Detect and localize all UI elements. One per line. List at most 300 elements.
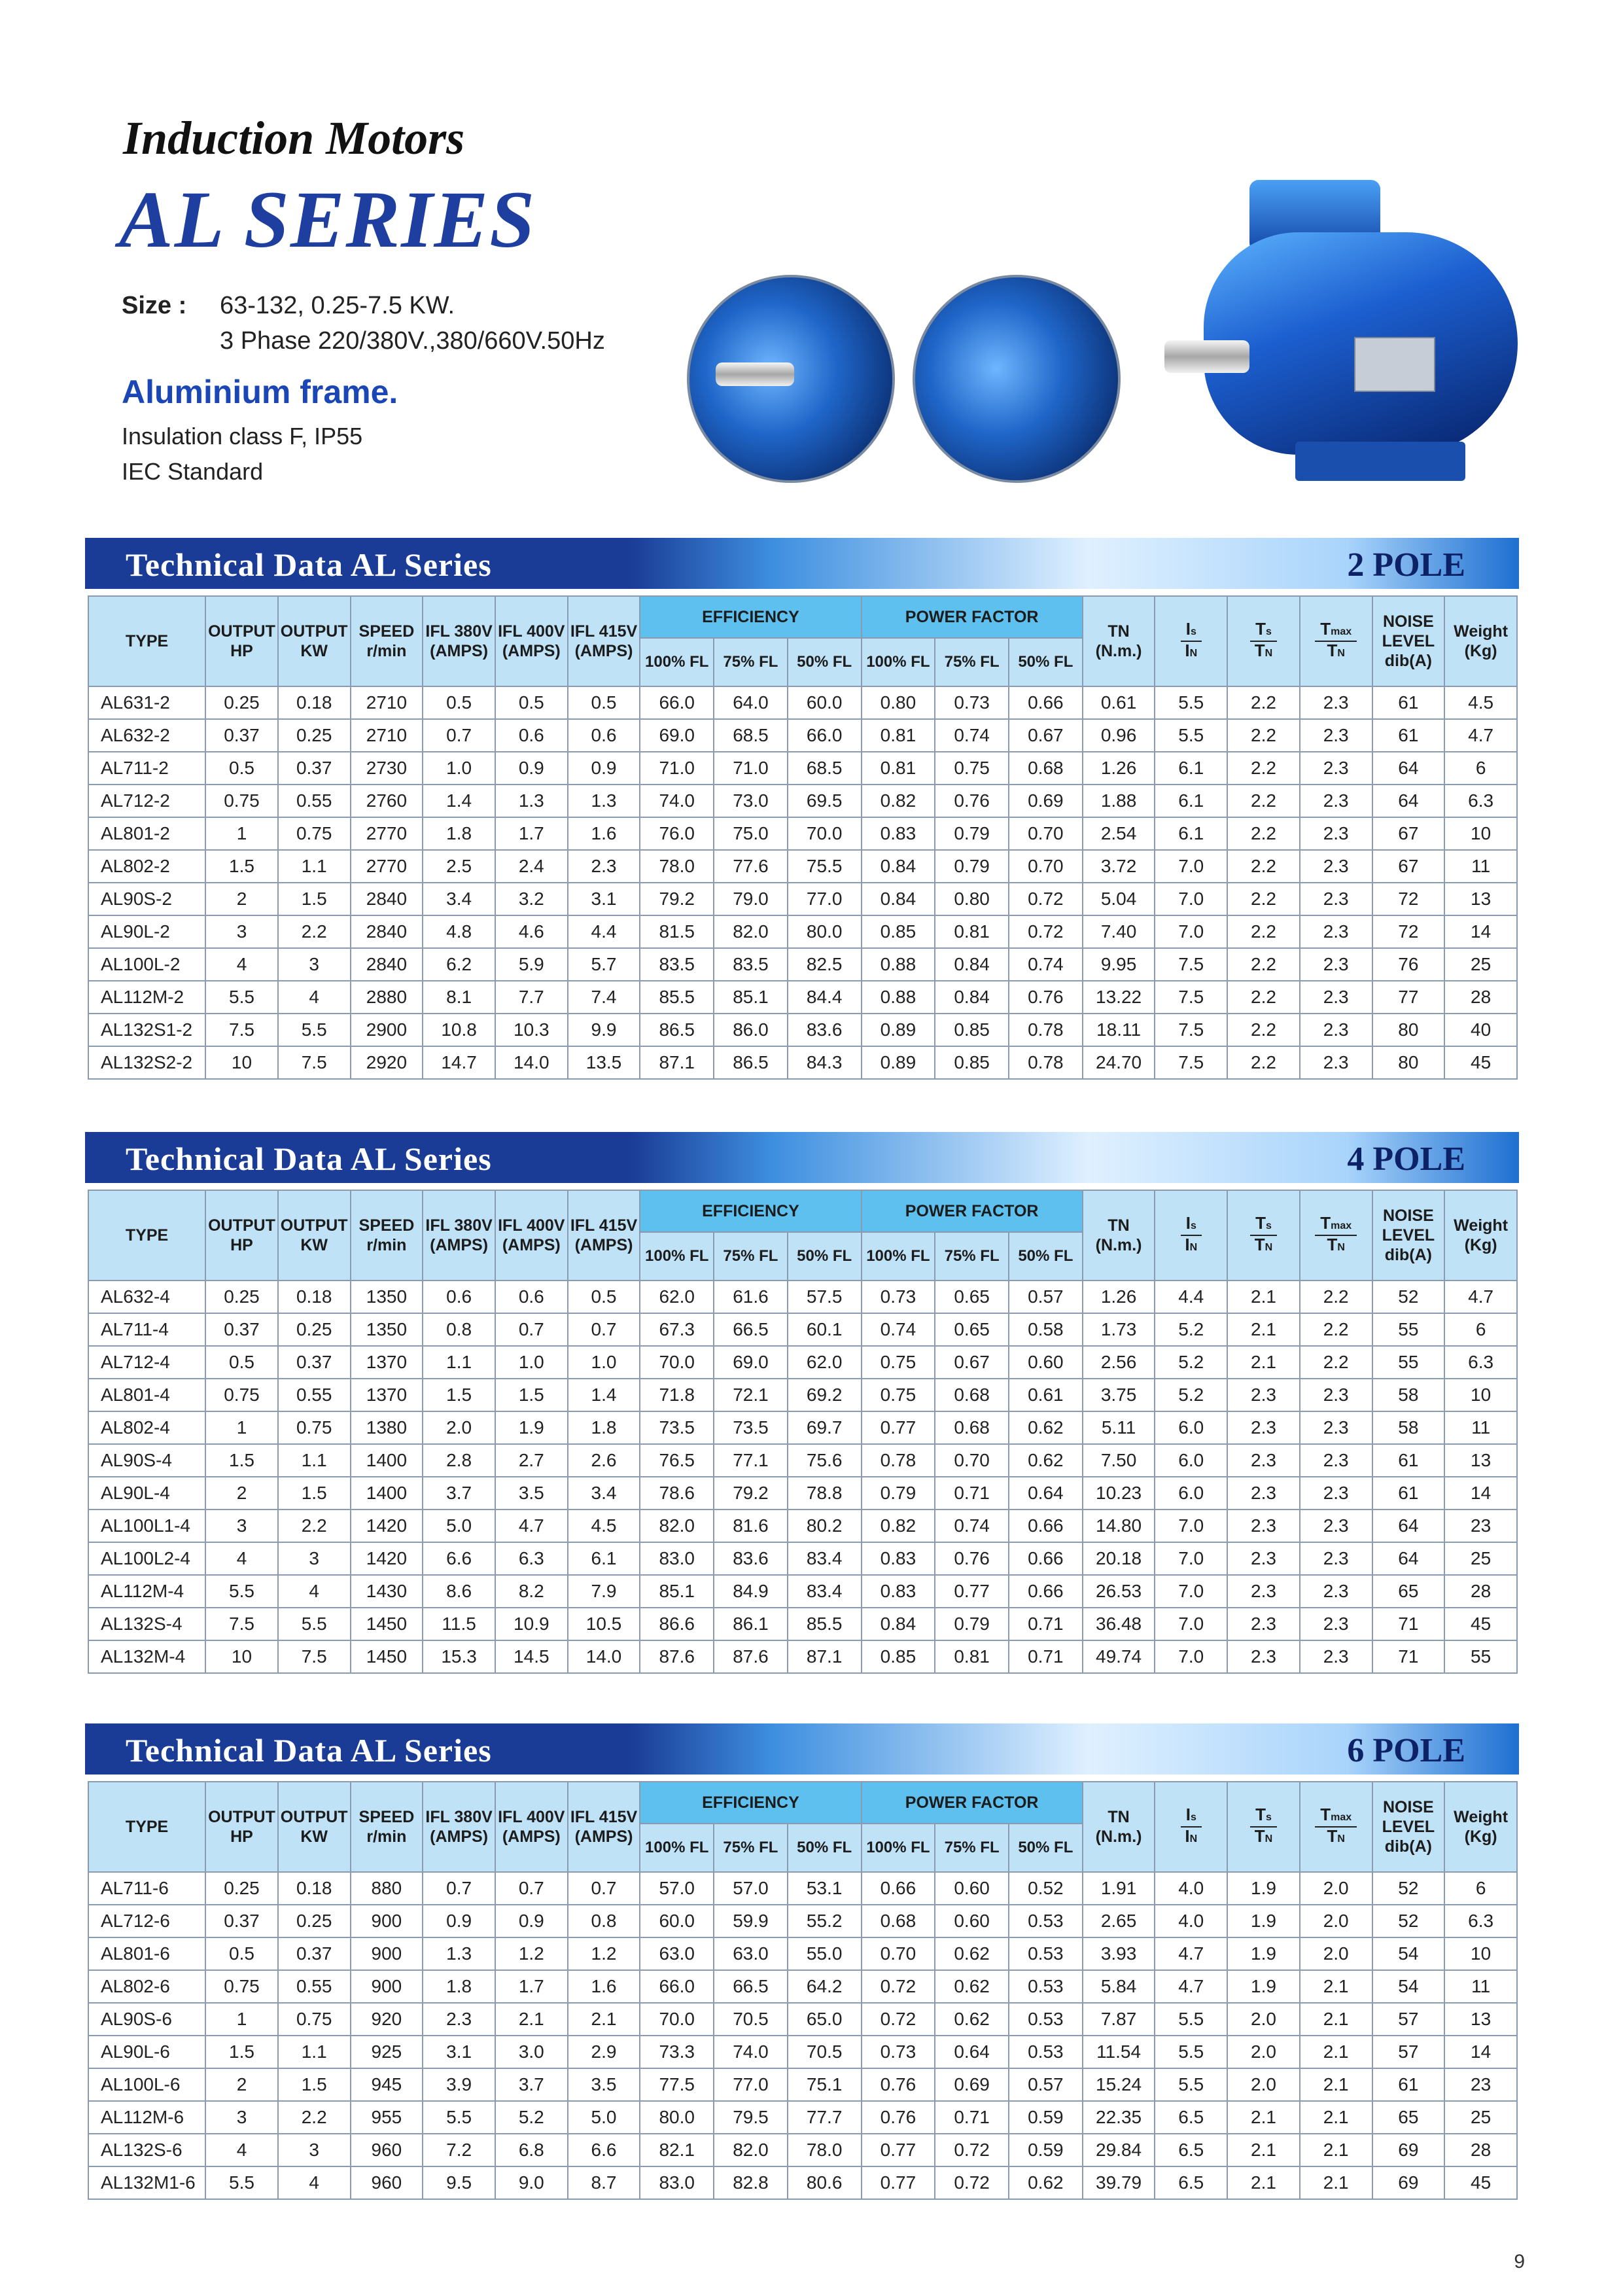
table-cell: 2.3 [1300, 850, 1372, 883]
table-cell: 0.81 [862, 719, 935, 752]
table-cell: 6.3 [1444, 785, 1517, 817]
table-cell: 0.5 [205, 1937, 278, 1970]
col-current-ratio-denominator [1181, 1828, 1202, 1848]
table-row [88, 1477, 1517, 1510]
table-cell: 7.5 [278, 1046, 351, 1079]
table-cell: 0.5 [423, 686, 495, 719]
table-cell: 0.83 [862, 1542, 935, 1575]
model-type-cell: AL112M-6 [88, 2101, 205, 2134]
table-cell: 57 [1372, 2036, 1445, 2068]
table-cell: 3.4 [423, 883, 495, 915]
table-cell: 6.1 [1155, 785, 1227, 817]
col-current-ratio-fraction [1181, 1806, 1202, 1848]
table-cell: 3 [205, 915, 278, 948]
table-cell: 79.2 [640, 883, 714, 915]
table-cell: 0.69 [935, 2068, 1009, 2101]
table-cell: 4.4 [568, 915, 640, 948]
table-cell: 1.26 [1083, 1280, 1155, 1313]
table-cell: 1.91 [1083, 1872, 1155, 1905]
col-current-ratio-den-letter: I [1185, 1235, 1190, 1254]
table-cell: 0.62 [935, 1970, 1009, 2003]
col-starting-torque-ratio-den-sub: N [1265, 1242, 1273, 1253]
title-al-series: AL SERIES [119, 175, 536, 264]
table-cell: 1.8 [423, 817, 495, 850]
table-cell: 0.78 [1009, 1014, 1083, 1046]
table-cell: 2.2 [1227, 850, 1300, 883]
table-row [88, 883, 1517, 915]
table-cell: 0.78 [862, 1444, 935, 1477]
table-cell: 4.6 [495, 915, 568, 948]
table-cell: 69 [1372, 2166, 1445, 2199]
table-row [88, 1444, 1517, 1477]
col-pf-100: 100% FL [862, 1824, 935, 1872]
col-ifl-415: IFL 415V (AMPS) [568, 1782, 640, 1872]
col-starting-torque-ratio-den-letter: T [1254, 1235, 1265, 1254]
table-cell: 6.5 [1155, 2101, 1227, 2134]
col-starting-torque-ratio-denominator [1250, 642, 1277, 662]
table-cell: 1.9 [1227, 1872, 1300, 1905]
table-cell: 70.5 [788, 2036, 862, 2068]
table-row [88, 1379, 1517, 1411]
table-cell: 2.2 [1300, 1313, 1372, 1346]
table-cell: 0.37 [278, 752, 351, 785]
table-cell: 77.0 [788, 883, 862, 915]
table-row [88, 1046, 1517, 1079]
section-band-2-pole [85, 538, 1519, 589]
table-cell: 0.53 [1009, 2036, 1083, 2068]
spec-table-4-pole [88, 1190, 1518, 1674]
table-row [88, 981, 1517, 1014]
table-cell: 5.11 [1083, 1411, 1155, 1444]
rated-torque-unit: (N.m.) [1095, 1828, 1142, 1846]
table-cell: 1.9 [1227, 1937, 1300, 1970]
col-current-ratio-den-sub: N [1189, 1833, 1198, 1845]
table-cell: 2.4 [495, 850, 568, 883]
table-cell: 68.5 [714, 719, 788, 752]
table-cell: 5.2 [1155, 1379, 1227, 1411]
table-cell: 2840 [351, 915, 423, 948]
table-cell: 67.3 [640, 1313, 714, 1346]
table-cell: 2.3 [1300, 915, 1372, 948]
table-cell: 1.5 [278, 1477, 351, 1510]
model-type-cell: AL802-4 [88, 1411, 205, 1444]
table-cell: 0.7 [495, 1872, 568, 1905]
table-cell: 0.8 [423, 1313, 495, 1346]
col-type: TYPE [88, 596, 205, 686]
table-cell: 25 [1444, 1542, 1517, 1575]
rated-torque-sub: N [1117, 1808, 1130, 1826]
table-cell: 72 [1372, 883, 1445, 915]
table-cell: 10.9 [495, 1608, 568, 1640]
model-type-cell: AL801-2 [88, 817, 205, 850]
table-cell: 6.5 [1155, 2134, 1227, 2166]
table-cell: 7.5 [1155, 981, 1227, 1014]
col-starting-torque-ratio-num-letter: T [1255, 619, 1266, 639]
table-cell: 0.25 [205, 1280, 278, 1313]
table-cell: 3 [205, 1510, 278, 1542]
table-cell: 0.70 [935, 1444, 1009, 1477]
table-cell: 69 [1372, 2134, 1445, 2166]
table-row [88, 948, 1517, 981]
table-cell: 1400 [351, 1444, 423, 1477]
table-cell: 5.5 [205, 2166, 278, 2199]
col-eff-50: 50% FL [788, 1232, 862, 1280]
table-cell: 75.5 [788, 850, 862, 883]
col-output-hp: OUTPUT HP [205, 1782, 278, 1872]
table-cell: 82.1 [640, 2134, 714, 2166]
table-cell: 82.0 [714, 2134, 788, 2166]
table-cell: 79.0 [714, 883, 788, 915]
table-cell: 6.0 [1155, 1444, 1227, 1477]
table-cell: 11.5 [423, 1608, 495, 1640]
table-cell: 3 [278, 948, 351, 981]
table-cell: 2880 [351, 981, 423, 1014]
table-cell: 7.0 [1155, 883, 1227, 915]
table-cell: 1430 [351, 1575, 423, 1608]
table-cell: 15.3 [423, 1640, 495, 1673]
col-max-torque-ratio-num-sub: max [1331, 626, 1352, 637]
table-cell: 0.74 [862, 1313, 935, 1346]
table-cell: 0.89 [862, 1046, 935, 1079]
table-cell: 2.3 [1227, 1510, 1300, 1542]
table-cell: 2.3 [568, 850, 640, 883]
table-cell: 0.72 [1009, 915, 1083, 948]
table-cell: 20.18 [1083, 1542, 1155, 1575]
table-cell: 9.5 [423, 2166, 495, 2199]
table-cell: 2.3 [1300, 1542, 1372, 1575]
model-type-cell: AL712-4 [88, 1346, 205, 1379]
table-cell: 2.7 [495, 1444, 568, 1477]
col-starting-torque-ratio-numerator [1250, 620, 1277, 642]
col-speed: SPEED r/min [351, 596, 423, 686]
table-cell: 4 [278, 1575, 351, 1608]
model-type-cell: AL112M-4 [88, 1575, 205, 1608]
table-cell: 1.9 [1227, 1905, 1300, 1937]
table-cell: 0.18 [278, 686, 351, 719]
table-cell: 60.0 [640, 1905, 714, 1937]
col-current-ratio-num-sub: s [1190, 1812, 1196, 1823]
table-cell: 2.1 [1300, 2036, 1372, 2068]
table-cell: 0.53 [1009, 1905, 1083, 1937]
table-cell: 1.2 [568, 1937, 640, 1970]
table-cell: 0.60 [935, 1905, 1009, 1937]
col-starting-torque-ratio-numerator [1250, 1214, 1277, 1236]
table-cell: 2.3 [1227, 1444, 1300, 1477]
table-row [88, 1608, 1517, 1640]
table-cell: 10.3 [495, 1014, 568, 1046]
table-cell: 3.4 [568, 1477, 640, 1510]
table-cell: 2710 [351, 719, 423, 752]
table-cell: 0.61 [1009, 1379, 1083, 1411]
table-cell: 1350 [351, 1313, 423, 1346]
table-cell: 0.85 [935, 1014, 1009, 1046]
table-cell: 83.5 [640, 948, 714, 981]
table-cell: 10 [1444, 1379, 1517, 1411]
table-cell: 960 [351, 2166, 423, 2199]
table-cell: 0.85 [862, 915, 935, 948]
col-noise-level: NOISE LEVEL dib(A) [1372, 596, 1445, 686]
table-cell: 0.67 [935, 1346, 1009, 1379]
table-cell: 0.7 [423, 1872, 495, 1905]
table-cell: 55.0 [788, 1937, 862, 1970]
table-cell: 68.5 [788, 752, 862, 785]
col-weight: Weight (Kg) [1444, 596, 1517, 686]
table-cell: 0.75 [278, 817, 351, 850]
table-cell: 2.2 [1227, 817, 1300, 850]
table-cell: 3 [205, 2101, 278, 2134]
table-cell: 2.54 [1083, 817, 1155, 850]
table-cell: 0.64 [935, 2036, 1009, 2068]
table-cell: 1.3 [423, 1937, 495, 1970]
table-cell: 6.6 [423, 1542, 495, 1575]
table-row [88, 1970, 1517, 2003]
table-cell: 0.68 [862, 1905, 935, 1937]
table-cell: 85.1 [640, 1575, 714, 1608]
table-cell: 11 [1444, 1970, 1517, 2003]
table-cell: 880 [351, 1872, 423, 1905]
table-cell: 0.82 [862, 1510, 935, 1542]
table-cell: 0.76 [862, 2101, 935, 2134]
table-cell: 1.88 [1083, 785, 1155, 817]
table-cell: 70.0 [788, 817, 862, 850]
table-cell: 0.69 [1009, 785, 1083, 817]
table-cell: 9.0 [495, 2166, 568, 2199]
section-title: Technical Data AL Series [126, 1140, 492, 1177]
col-efficiency: EFFICIENCY [640, 596, 861, 638]
table-cell: 2.3 [1300, 1379, 1372, 1411]
table-cell: 1.8 [423, 1970, 495, 2003]
table-cell: 66.5 [714, 1970, 788, 2003]
table-row [88, 1280, 1517, 1313]
table-cell: 18.11 [1083, 1014, 1155, 1046]
rated-torque-letter: T [1108, 622, 1118, 641]
table-cell: 69.0 [640, 719, 714, 752]
table-cell: 63.0 [640, 1937, 714, 1970]
col-starting-torque-ratio-num-sub: s [1265, 1220, 1272, 1231]
table-cell: 10.5 [568, 1608, 640, 1640]
table-cell: 0.79 [935, 850, 1009, 883]
table-cell: 2.3 [1300, 1510, 1372, 1542]
table-cell: 0.9 [423, 1905, 495, 1937]
table-cell: 0.53 [1009, 2003, 1083, 2036]
table-cell: 0.71 [1009, 1608, 1083, 1640]
col-pf-50: 50% FL [1009, 638, 1083, 686]
table-cell: 0.74 [935, 719, 1009, 752]
table-cell: 79.5 [714, 2101, 788, 2134]
rated-torque-unit: (N.m.) [1095, 1236, 1142, 1254]
col-current-ratio-den-letter: I [1185, 1826, 1190, 1846]
table-cell: 64 [1372, 1510, 1445, 1542]
table-cell: 0.89 [862, 1014, 935, 1046]
model-type-cell: AL711-2 [88, 752, 205, 785]
table-cell: 55 [1372, 1313, 1445, 1346]
table-cell: 2 [205, 883, 278, 915]
table-cell: 7.0 [1155, 1575, 1227, 1608]
col-max-torque-ratio-denominator [1315, 1236, 1357, 1256]
table-row [88, 2068, 1517, 2101]
table-cell: 0.62 [1009, 1444, 1083, 1477]
table-cell: 77.5 [640, 2068, 714, 2101]
table-cell: 82.0 [640, 1510, 714, 1542]
section-pole: 4 POLE [1347, 1140, 1465, 1178]
table-cell: 2.3 [1300, 883, 1372, 915]
table-cell: 7.50 [1083, 1444, 1155, 1477]
table-cell: 0.68 [935, 1411, 1009, 1444]
table-cell: 0.84 [862, 883, 935, 915]
table-cell: 26.53 [1083, 1575, 1155, 1608]
table-cell: 85.5 [788, 1608, 862, 1640]
table-cell: 2.3 [1227, 1411, 1300, 1444]
col-current-ratio-den-letter: I [1185, 641, 1190, 660]
col-max-torque-ratio-num-letter: T [1320, 619, 1331, 639]
table-cell: 4.7 [1444, 719, 1517, 752]
table-cell: 0.66 [1009, 1510, 1083, 1542]
table-cell: 86.5 [714, 1046, 788, 1079]
table-cell: 7.5 [1155, 948, 1227, 981]
table-cell: 2.2 [1227, 883, 1300, 915]
table-cell: 0.73 [935, 686, 1009, 719]
table-cell: 0.37 [278, 1937, 351, 1970]
table-cell: 2.3 [1300, 785, 1372, 817]
table-cell: 2.2 [1227, 686, 1300, 719]
table-cell: 10 [1444, 1937, 1517, 1970]
table-cell: 53.1 [788, 1872, 862, 1905]
table-cell: 0.57 [1009, 2068, 1083, 2101]
table-cell: 0.62 [1009, 1411, 1083, 1444]
table-cell: 0.83 [862, 817, 935, 850]
table-cell: 14.0 [495, 1046, 568, 1079]
table-cell: 0.66 [1009, 1575, 1083, 1608]
table-cell: 73.0 [714, 785, 788, 817]
table-cell: 0.79 [935, 1608, 1009, 1640]
table-cell: 87.1 [788, 1640, 862, 1673]
col-starting-torque-ratio [1227, 1782, 1300, 1872]
table-cell: 80 [1372, 1046, 1445, 1079]
table-cell: 0.25 [278, 719, 351, 752]
col-ifl-400: IFL 400V (AMPS) [495, 596, 568, 686]
table-cell: 1370 [351, 1379, 423, 1411]
model-type-cell: AL90L-4 [88, 1477, 205, 1510]
table-cell: 2.6 [568, 1444, 640, 1477]
table-cell: 65.0 [788, 2003, 862, 2036]
table-cell: 0.64 [1009, 1477, 1083, 1510]
table-cell: 2.3 [1227, 1640, 1300, 1673]
model-type-cell: AL632-4 [88, 1280, 205, 1313]
col-pf-75: 75% FL [935, 638, 1009, 686]
table-cell: 4.0 [1155, 1905, 1227, 1937]
table-cell: 5.5 [205, 1575, 278, 1608]
table-cell: 7.9 [568, 1575, 640, 1608]
table-cell: 1.2 [495, 1937, 568, 1970]
col-current-ratio-denominator [1181, 642, 1202, 662]
table-cell: 85.5 [640, 981, 714, 1014]
motor-shaft [1164, 340, 1249, 373]
table-cell: 83.0 [640, 2166, 714, 2199]
table-cell: 1350 [351, 1280, 423, 1313]
table-cell: 80 [1372, 1014, 1445, 1046]
table-cell: 81.5 [640, 915, 714, 948]
table-cell: 66.0 [640, 686, 714, 719]
table-row [88, 1937, 1517, 1970]
table-cell: 0.62 [935, 2003, 1009, 2036]
table-cell: 2.3 [1300, 1014, 1372, 1046]
table-cell: 6.3 [495, 1542, 568, 1575]
table-cell: 0.76 [935, 785, 1009, 817]
table-cell: 6.0 [1155, 1477, 1227, 1510]
table-row [88, 817, 1517, 850]
size-line-2: 3 Phase 220/380V.,380/660V.50Hz [220, 327, 605, 355]
model-type-cell: AL631-2 [88, 686, 205, 719]
table-cell: 2.3 [1300, 1444, 1372, 1477]
table-cell: 0.76 [862, 2068, 935, 2101]
section-pole: 2 POLE [1347, 546, 1465, 584]
table-cell: 5.0 [423, 1510, 495, 1542]
table-cell: 84.4 [788, 981, 862, 1014]
motor-body-photo [1164, 173, 1544, 501]
col-max-torque-ratio-fraction [1315, 1806, 1357, 1848]
table-cell: 0.5 [568, 686, 640, 719]
table-cell: 0.71 [935, 1477, 1009, 1510]
table-cell: 86.0 [714, 1014, 788, 1046]
table-cell: 2.3 [1300, 752, 1372, 785]
table-cell: 45 [1444, 1608, 1517, 1640]
table-cell: 86.1 [714, 1608, 788, 1640]
table-cell: 3.5 [568, 2068, 640, 2101]
table-cell: 75.0 [714, 817, 788, 850]
table-cell: 1.1 [278, 1444, 351, 1477]
model-type-cell: AL132M1-6 [88, 2166, 205, 2199]
col-starting-torque-ratio-den-sub: N [1265, 1833, 1273, 1845]
table-cell: 0.25 [278, 1313, 351, 1346]
table-cell: 9.95 [1083, 948, 1155, 981]
col-pf-75: 75% FL [935, 1232, 1009, 1280]
table-cell: 82.0 [714, 915, 788, 948]
table-cell: 0.81 [935, 1640, 1009, 1673]
table-cell: 2.2 [278, 1510, 351, 1542]
model-type-cell: AL632-2 [88, 719, 205, 752]
col-current-ratio-den-sub: N [1189, 648, 1198, 659]
table-row [88, 2003, 1517, 2036]
table-cell: 0.74 [935, 1510, 1009, 1542]
table-cell: 0.37 [205, 719, 278, 752]
table-cell: 0.62 [1009, 2166, 1083, 2199]
table-cell: 7.5 [1155, 1046, 1227, 1079]
table-cell: 0.75 [205, 785, 278, 817]
table-cell: 2.1 [1227, 1346, 1300, 1379]
table-row [88, 785, 1517, 817]
table-cell: 63.0 [714, 1937, 788, 1970]
table-cell: 82.8 [714, 2166, 788, 2199]
model-type-cell: AL712-2 [88, 785, 205, 817]
table-cell: 2.2 [1227, 719, 1300, 752]
table-cell: 13 [1444, 883, 1517, 915]
table-cell: 1420 [351, 1542, 423, 1575]
table-cell: 0.77 [862, 2134, 935, 2166]
table-cell: 61 [1372, 719, 1445, 752]
col-noise-level: NOISE LEVEL dib(A) [1372, 1782, 1445, 1872]
col-starting-torque-ratio [1227, 1190, 1300, 1280]
table-cell: 83.4 [788, 1542, 862, 1575]
table-cell: 2.3 [1227, 1575, 1300, 1608]
table-cell: 2710 [351, 686, 423, 719]
table-cell: 0.53 [1009, 1937, 1083, 1970]
table-cell: 5.9 [495, 948, 568, 981]
table-cell: 5.2 [1155, 1313, 1227, 1346]
table-cell: 29.84 [1083, 2134, 1155, 2166]
table-cell: 2.0 [1300, 1872, 1372, 1905]
table-cell: 4.8 [423, 915, 495, 948]
table-cell: 2.1 [1300, 2068, 1372, 2101]
